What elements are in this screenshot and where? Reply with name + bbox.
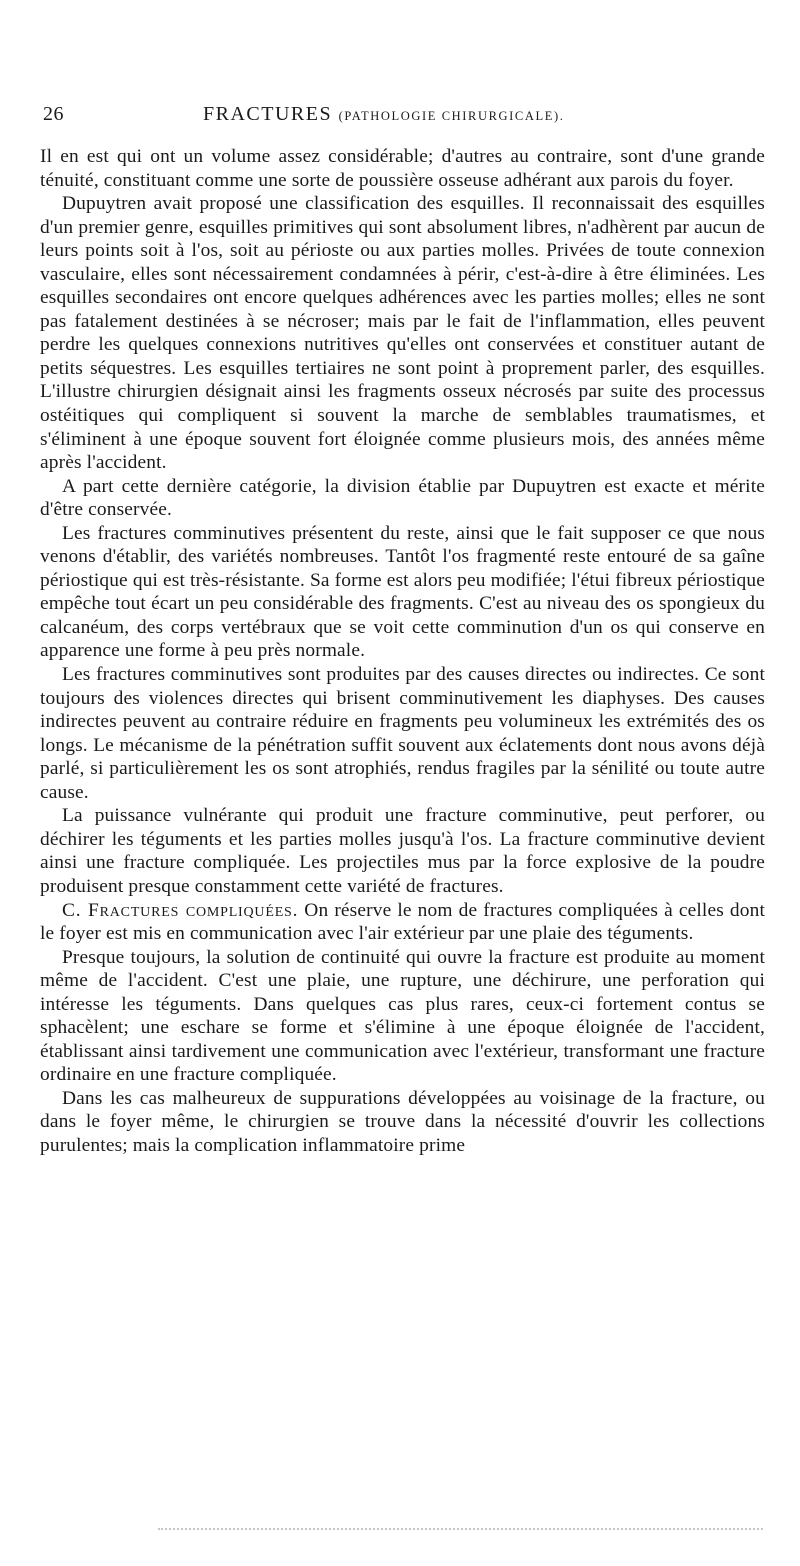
paragraph: La puissance vulnérante qui produit une fracture comminutive, peut perforer, ou déchirer les téguments et les parties molles jusqu'à l'os. La fracture comminutive devient ainsi une fracture compliquée. Les projectiles mus par la force explosive de la poudre produisent presque constamment cette variété de fractures. [40,805,765,897]
running-title-sub: (PATHOLOGIE CHIRURGICALE). [338,109,565,123]
paragraph: Les fractures comminutives sont produites par des causes directes ou indirectes. Ce sont toujours des violences directes qui brisent comminutivement les diaphyses. Des causes indirectes peuvent au contraire réduire en fragments peu volumineux les extrémités des os longs. Le mécanisme de la pénétration suffit souvent aux éclatements dont nous avons déjà parlé, si particulièrement les os sont atrophiés, rendus fragiles par la sénilité ou toute autre cause. [40,664,765,803]
section-c-heading: C. Fractures compliquées. [62,899,299,921]
paragraph: Presque toujours, la solution de continuité qui ouvre la fracture est produite au moment même de l'accident. C'est une plaie, une rupture, une déchirure, une perforation qui intéresse les téguments. Dans quelques cas plus rares, ceux-ci fortement contus se sphacèlent; une eschare se forme et s'élimine à une époque éloignée de l'accident, établissant ainsi tardivement une communication avec l'extérieur, transformant une fracture ordinaire en une fracture compliquée. [40,946,765,1086]
section-c-text: On réserve le nom de fractures compliquées à celles dont le foyer est mis en communication avec l'air extérieur par une plaie des téguments. [40,899,765,945]
section-c-paragraph [40,899,765,946]
paragraph: Les fractures comminutives présentent du reste, ainsi que le fait supposer ce que nous venons d'établir, des variétés nombreuses. Tantôt l'os fragmenté reste entouré de sa gaîne périostique qui est très-résistante. Sa forme est alors peu modifiée; l'étui fibreux périostique empêche tout écart un peu considérable des fragments. C'est au niveau des os spongieux du calcanéum, des corps vertébraux que se voit cette comminution d'un os qui conserve en apparence une forme à peu près normale. [40,522,765,662]
footer-rule [158,1528,763,1530]
paragraph: Il en est qui ont un volume assez considérable; d'autres au contraire, sont d'une grande ténuité, constituant comme une sorte de poussière osseuse adhérant aux parois du foyer. [40,146,765,191]
paragraph: A part cette dernière catégorie, la division établie par Dupuytren est exacte et mérite d'être conservée. [40,475,765,521]
running-header [43,103,768,131]
page-number: 26 [43,103,64,125]
running-title-main: FRACTURES [203,103,333,125]
running-title [203,103,564,126]
paragraph: Dans les cas malheureux de suppurations développées au voisinage de la fracture, ou dans le foyer même, le chirurgien se trouve dans la nécessité d'ouvrir les collections purulentes; mais la complication inflammatoire prime [40,1087,765,1156]
paragraph: Dupuytren avait proposé une classification des esquilles. Il reconnaissait des esquilles d'un premier genre, esquilles primitives qui sont absolument libres, n'adhèrent par aucun de leurs points soit à l'os, soit au périoste ou aux parties molles. Privées de toute connexion vasculaire, elles sont nécessairement condamnées à périr, c'est-à-dire à être éliminées. Les esquilles secondaires ont encore quelques adhérences avec les parties molles; elles ne sont pas fatalement destinées à se nécroser; mais par le fait de l'inflammation, elles peuvent perdre les quelques connexions nutritives qu'elles ont conservées et constituer autant de petits séquestres. Les esquilles tertiaires ne sont point à proprement parler, des esquilles. L'illustre chirurgien désignait ainsi les fragments osseux nécrosés par suite des processus ostéitiques qui compliquent si souvent la marche de semblables traumatismes, et s'éliminent à une époque souvent fort éloignée comme plusieurs mois, des années même après l'accident. [40,193,765,474]
body-text [40,145,765,1158]
